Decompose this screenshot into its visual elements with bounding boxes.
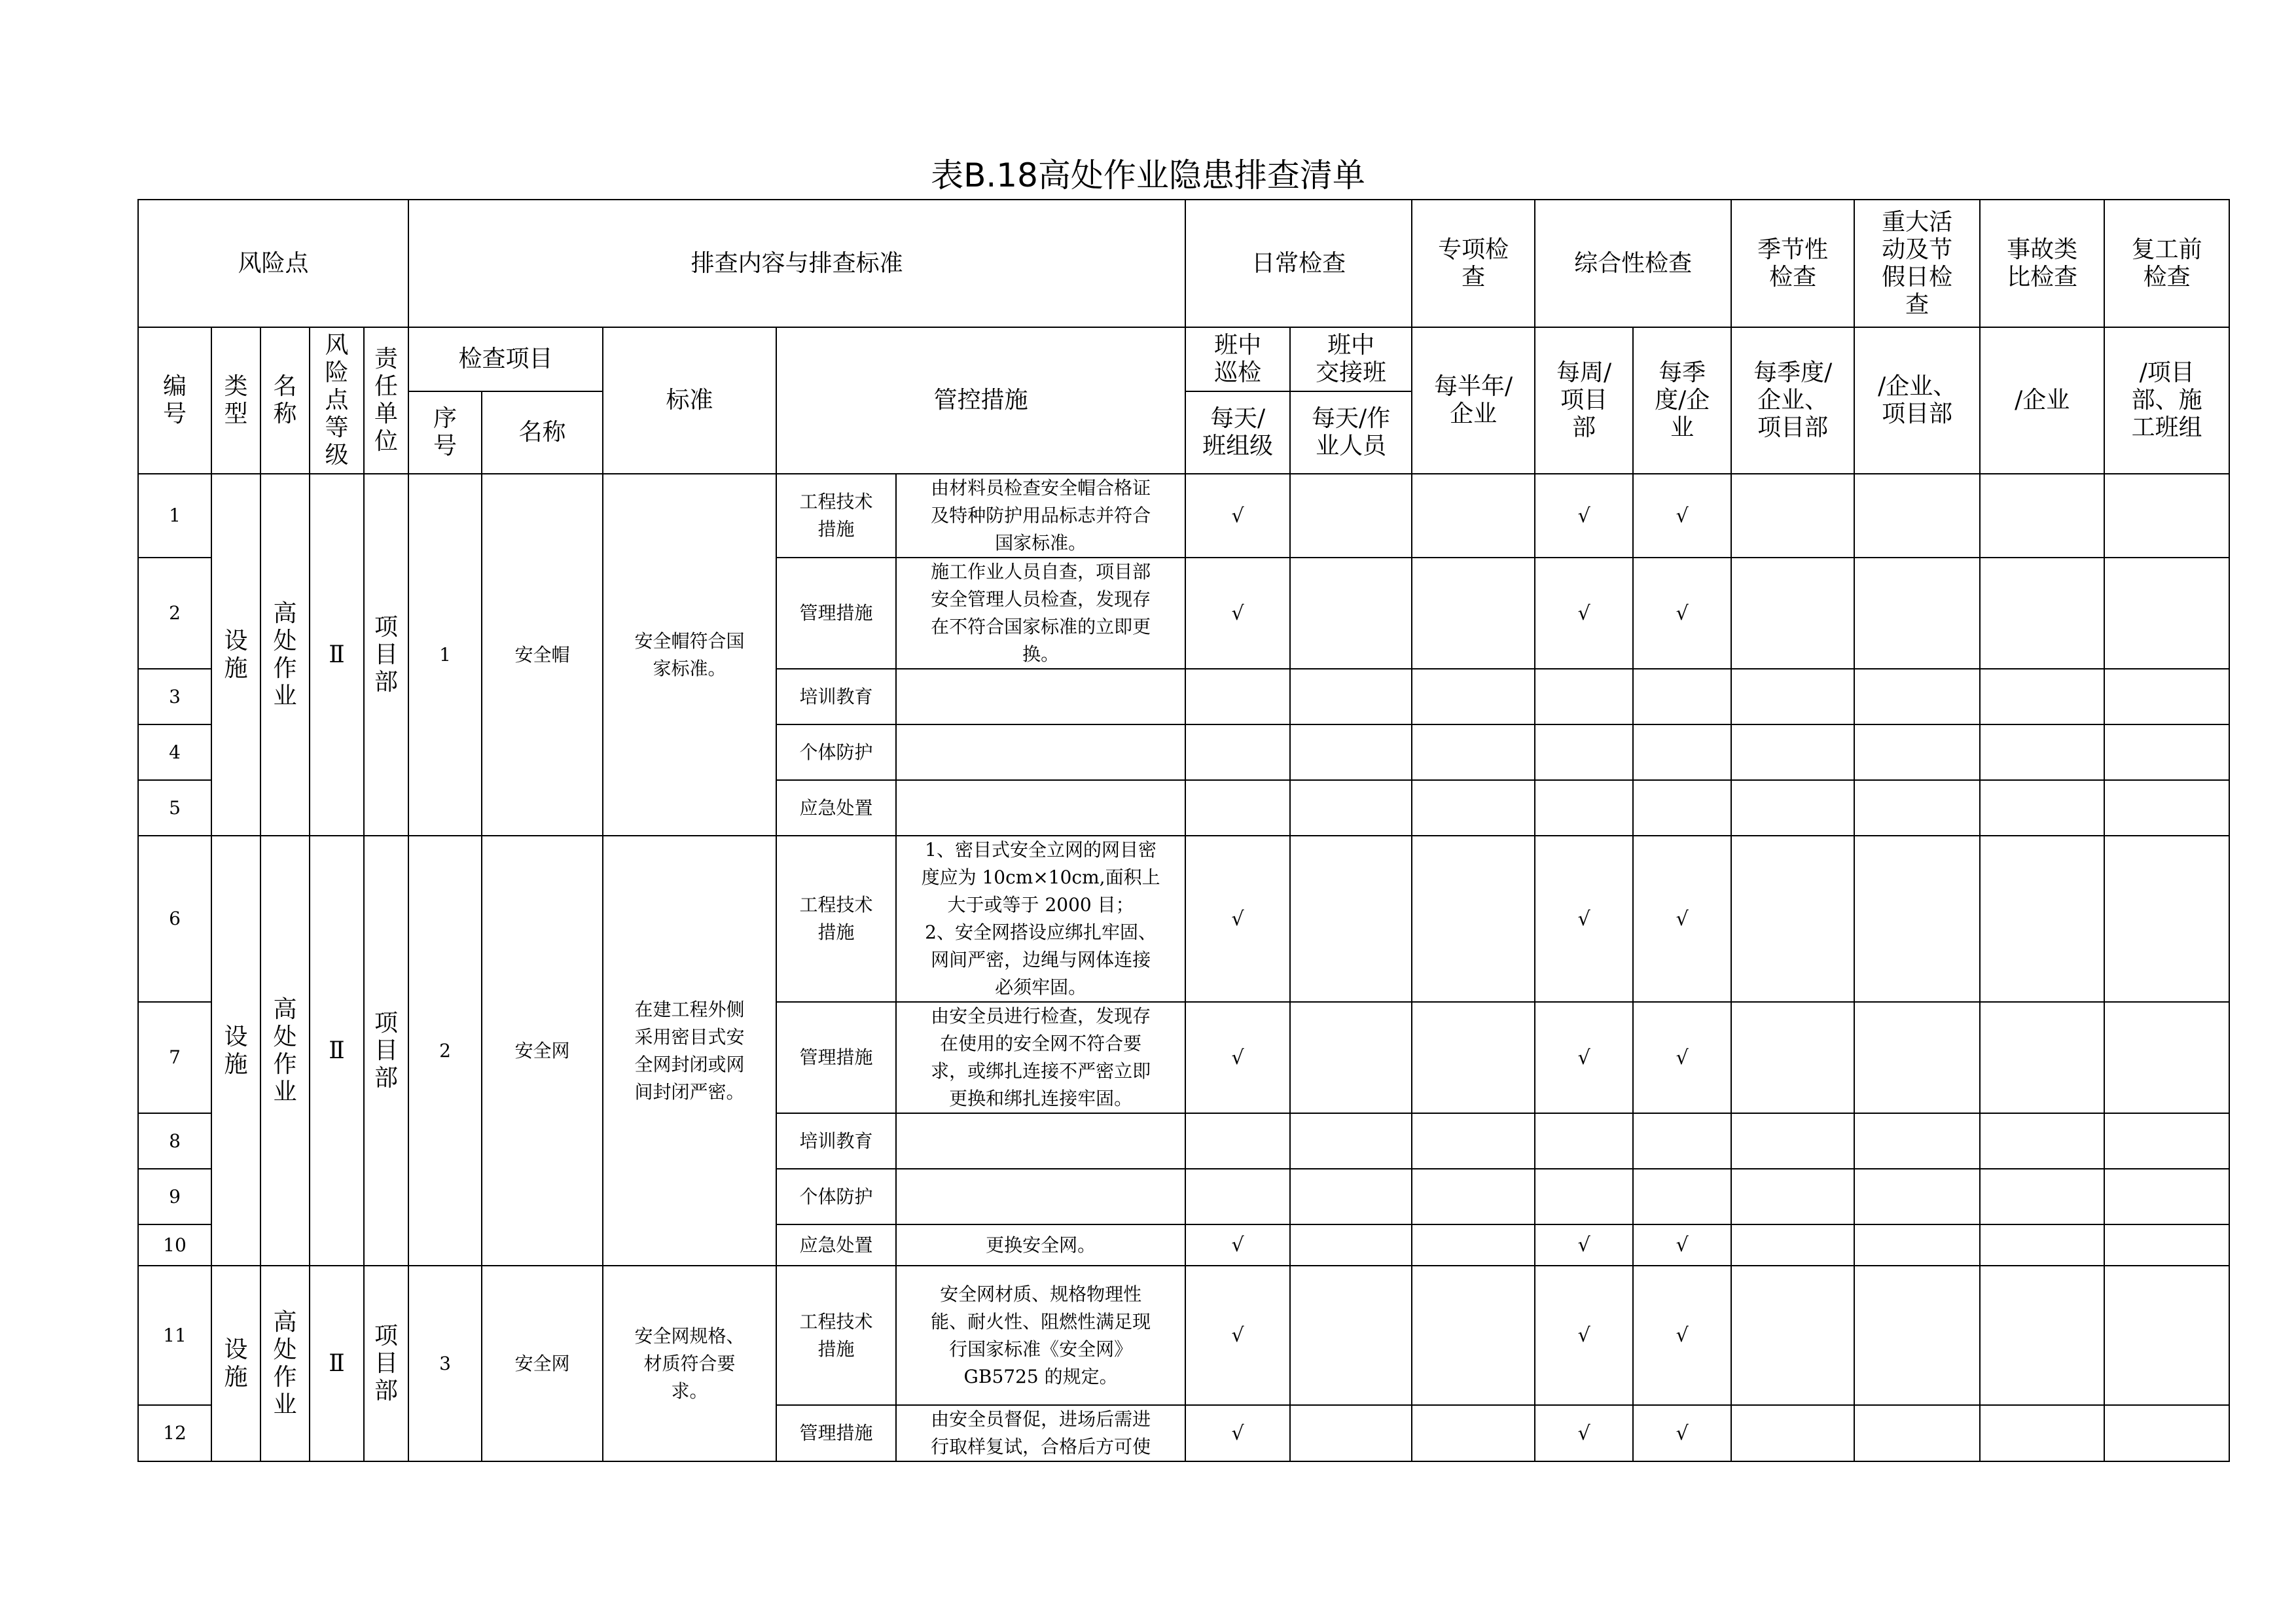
check-accident bbox=[1980, 1405, 2104, 1461]
check-holiday bbox=[1854, 1224, 1980, 1266]
check-accident bbox=[1980, 836, 2104, 1002]
check-quarterly bbox=[1633, 780, 1731, 836]
header-accident-check: 事故类 比检查 bbox=[1980, 200, 2104, 327]
check-weekly: √ bbox=[1535, 1224, 1633, 1266]
control-category: 管理措施 bbox=[776, 1405, 896, 1461]
check-shift-patrol: √ bbox=[1185, 558, 1290, 669]
check-weekly: √ bbox=[1535, 1405, 1633, 1461]
check-special bbox=[1412, 474, 1535, 558]
check-resumption bbox=[2104, 724, 2229, 780]
control-category: 应急处置 bbox=[776, 780, 896, 836]
header-control: 管控措施 bbox=[776, 327, 1185, 474]
check-shift-handover bbox=[1290, 1224, 1412, 1266]
check-shift-patrol bbox=[1185, 1113, 1290, 1169]
control-category: 工程技术 措施 bbox=[776, 1266, 896, 1405]
table-row bbox=[138, 836, 2229, 1002]
check-holiday bbox=[1854, 780, 1980, 836]
control-measure: 更换安全网。 bbox=[896, 1224, 1185, 1266]
row-number: 10 bbox=[138, 1224, 211, 1266]
freq-resumption: /项目 部、施 工班组 bbox=[2104, 327, 2229, 474]
header-comprehensive-check: 综合性检查 bbox=[1535, 200, 1731, 327]
freq-weekly: 每周/ 项目 部 bbox=[1535, 327, 1633, 474]
control-category: 个体防护 bbox=[776, 1169, 896, 1224]
check-shift-handover bbox=[1290, 1113, 1412, 1169]
check-seasonal bbox=[1731, 1113, 1854, 1169]
item-seq: 1 bbox=[408, 474, 482, 836]
header-special-check: 专项检 查 bbox=[1412, 200, 1535, 327]
check-seasonal bbox=[1731, 1002, 1854, 1113]
row-number: 3 bbox=[138, 669, 211, 724]
risk-name: 高 处 作 业 bbox=[260, 1266, 310, 1461]
control-measure: 安全网材质、规格物理性 能、耐火性、阻燃性满足现 行国家标准《安全网》 GB5725 的规定。 bbox=[896, 1266, 1185, 1405]
check-accident bbox=[1980, 1169, 2104, 1224]
freq-accident: /企业 bbox=[1980, 327, 2104, 474]
item-name: 安全帽 bbox=[482, 474, 603, 836]
check-accident bbox=[1980, 558, 2104, 669]
header-shift-handover: 班中 交接班 bbox=[1290, 327, 1412, 391]
check-shift-handover bbox=[1290, 1002, 1412, 1113]
check-special bbox=[1412, 1002, 1535, 1113]
check-special bbox=[1412, 1405, 1535, 1461]
check-shift-handover bbox=[1290, 780, 1412, 836]
control-measure bbox=[896, 669, 1185, 724]
check-special bbox=[1412, 780, 1535, 836]
control-category: 管理措施 bbox=[776, 1002, 896, 1113]
check-quarterly: √ bbox=[1633, 1266, 1731, 1405]
check-shift-handover bbox=[1290, 474, 1412, 558]
check-shift-patrol: √ bbox=[1185, 1405, 1290, 1461]
row-number: 4 bbox=[138, 724, 211, 780]
check-accident bbox=[1980, 1266, 2104, 1405]
control-category: 培训教育 bbox=[776, 669, 896, 724]
control-measure: 1、密目式安全立网的网目密 度应为 10cm×10cm,面积上 大于或等于 2000 目； 2、安全网搭设应绑扎牢固、 网间严密，边绳与网体连接 必须牢固。 bbox=[896, 836, 1185, 1002]
header-daily-check: 日常检查 bbox=[1185, 200, 1412, 327]
check-resumption bbox=[2104, 1224, 2229, 1266]
check-special bbox=[1412, 558, 1535, 669]
check-weekly bbox=[1535, 1169, 1633, 1224]
check-weekly: √ bbox=[1535, 836, 1633, 1002]
header-seasonal-check: 季节性 检查 bbox=[1731, 200, 1854, 327]
control-category: 管理措施 bbox=[776, 558, 896, 669]
check-special bbox=[1412, 1169, 1535, 1224]
check-quarterly bbox=[1633, 724, 1731, 780]
check-seasonal bbox=[1731, 1224, 1854, 1266]
risk-type: 设 施 bbox=[211, 836, 260, 1266]
control-category: 工程技术 措施 bbox=[776, 474, 896, 558]
header-resumption-check: 复工前 检查 bbox=[2104, 200, 2229, 327]
check-holiday bbox=[1854, 1002, 1980, 1113]
check-shift-patrol bbox=[1185, 669, 1290, 724]
item-standard: 安全帽符合国 家标准。 bbox=[603, 474, 776, 836]
check-seasonal bbox=[1731, 474, 1854, 558]
check-special bbox=[1412, 1266, 1535, 1405]
row-number: 1 bbox=[138, 474, 211, 558]
control-category: 个体防护 bbox=[776, 724, 896, 780]
freq-special: 每半年/ 企业 bbox=[1412, 327, 1535, 474]
check-accident bbox=[1980, 1113, 2104, 1169]
control-measure: 由安全员进行检查，发现存 在使用的安全网不符合要 求，或绑扎连接不严密立即 更换和绑扎连接牢固。 bbox=[896, 1002, 1185, 1113]
check-resumption bbox=[2104, 1169, 2229, 1224]
check-seasonal bbox=[1731, 1405, 1854, 1461]
freq-quarterly: 每季 度/企 业 bbox=[1633, 327, 1731, 474]
check-seasonal bbox=[1731, 780, 1854, 836]
responsible-unit: 项 目 部 bbox=[364, 474, 408, 836]
page-title: 表B.18高处作业隐患排查清单 bbox=[931, 156, 1365, 194]
header-check-item: 检查项目 bbox=[408, 327, 603, 391]
check-resumption bbox=[2104, 1266, 2229, 1405]
header-standard: 标准 bbox=[603, 327, 776, 474]
item-seq: 2 bbox=[408, 836, 482, 1266]
check-resumption bbox=[2104, 1002, 2229, 1113]
check-accident bbox=[1980, 780, 2104, 836]
item-seq: 3 bbox=[408, 1266, 482, 1461]
check-quarterly bbox=[1633, 669, 1731, 724]
control-measure: 由材料员检查安全帽合格证 及特种防护用品标志并符合 国家标准。 bbox=[896, 474, 1185, 558]
check-shift-handover bbox=[1290, 1169, 1412, 1224]
control-measure: 施工作业人员自查，项目部 安全管理人员检查，发现存 在不符合国家标准的立即更 换。 bbox=[896, 558, 1185, 669]
hazard-checklist-table bbox=[137, 199, 2230, 1462]
table-row bbox=[138, 1266, 2229, 1405]
check-holiday bbox=[1854, 1266, 1980, 1405]
check-quarterly: √ bbox=[1633, 836, 1731, 1002]
check-holiday bbox=[1854, 1405, 1980, 1461]
check-accident bbox=[1980, 1224, 2104, 1266]
control-category: 培训教育 bbox=[776, 1113, 896, 1169]
table-row bbox=[138, 474, 2229, 558]
check-shift-patrol: √ bbox=[1185, 1224, 1290, 1266]
check-resumption bbox=[2104, 474, 2229, 558]
control-category: 应急处置 bbox=[776, 1224, 896, 1266]
header-resp-unit: 责 任 单 位 bbox=[364, 327, 408, 474]
check-resumption bbox=[2104, 558, 2229, 669]
risk-level: Ⅱ bbox=[310, 1266, 364, 1461]
check-quarterly bbox=[1633, 1169, 1731, 1224]
header-risk-point: 风险点 bbox=[138, 200, 408, 327]
item-name: 安全网 bbox=[482, 1266, 603, 1461]
check-shift-handover bbox=[1290, 724, 1412, 780]
freq-seasonal: 每季度/ 企业、 项目部 bbox=[1731, 327, 1854, 474]
row-number: 7 bbox=[138, 1002, 211, 1113]
check-seasonal bbox=[1731, 724, 1854, 780]
risk-level: Ⅱ bbox=[310, 836, 364, 1266]
check-quarterly: √ bbox=[1633, 1224, 1731, 1266]
check-seasonal bbox=[1731, 1169, 1854, 1224]
check-shift-handover bbox=[1290, 669, 1412, 724]
check-shift-patrol bbox=[1185, 1169, 1290, 1224]
check-holiday bbox=[1854, 836, 1980, 1002]
check-holiday bbox=[1854, 1113, 1980, 1169]
control-measure bbox=[896, 1169, 1185, 1224]
check-shift-handover bbox=[1290, 1405, 1412, 1461]
header-content-standard: 排查内容与排查标准 bbox=[408, 200, 1185, 327]
check-holiday bbox=[1854, 1169, 1980, 1224]
header-risk-level: 风 险 点 等 级 bbox=[310, 327, 364, 474]
row-number: 9 bbox=[138, 1169, 211, 1224]
check-resumption bbox=[2104, 836, 2229, 1002]
freq-handover: 每天/作 业人员 bbox=[1290, 391, 1412, 474]
control-measure bbox=[896, 780, 1185, 836]
check-accident bbox=[1980, 669, 2104, 724]
check-seasonal bbox=[1731, 669, 1854, 724]
check-shift-patrol: √ bbox=[1185, 1002, 1290, 1113]
risk-name: 高 处 作 业 bbox=[260, 474, 310, 836]
row-number: 8 bbox=[138, 1113, 211, 1169]
item-standard: 在建工程外侧 采用密目式安 全网封闭或网 间封闭严密。 bbox=[603, 836, 776, 1266]
check-weekly: √ bbox=[1535, 1002, 1633, 1113]
check-shift-handover bbox=[1290, 836, 1412, 1002]
check-quarterly: √ bbox=[1633, 1002, 1731, 1113]
risk-level: Ⅱ bbox=[310, 474, 364, 836]
check-quarterly: √ bbox=[1633, 474, 1731, 558]
header-name: 名 称 bbox=[260, 327, 310, 474]
header-shift-patrol: 班中 巡检 bbox=[1185, 327, 1290, 391]
control-category: 工程技术 措施 bbox=[776, 836, 896, 1002]
check-weekly: √ bbox=[1535, 1266, 1633, 1405]
check-resumption bbox=[2104, 780, 2229, 836]
check-holiday bbox=[1854, 724, 1980, 780]
item-name: 安全网 bbox=[482, 836, 603, 1266]
check-shift-patrol: √ bbox=[1185, 474, 1290, 558]
freq-patrol: 每天/ 班组级 bbox=[1185, 391, 1290, 474]
responsible-unit: 项 目 部 bbox=[364, 1266, 408, 1461]
check-weekly bbox=[1535, 724, 1633, 780]
header-seq: 序 号 bbox=[408, 391, 482, 474]
check-weekly: √ bbox=[1535, 474, 1633, 558]
check-accident bbox=[1980, 1002, 2104, 1113]
check-seasonal bbox=[1731, 836, 1854, 1002]
check-accident bbox=[1980, 724, 2104, 780]
check-quarterly bbox=[1633, 1113, 1731, 1169]
check-resumption bbox=[2104, 1405, 2229, 1461]
check-shift-handover bbox=[1290, 558, 1412, 669]
row-number: 6 bbox=[138, 836, 211, 1002]
check-special bbox=[1412, 724, 1535, 780]
risk-type: 设 施 bbox=[211, 474, 260, 836]
check-quarterly: √ bbox=[1633, 1405, 1731, 1461]
check-holiday bbox=[1854, 474, 1980, 558]
check-weekly: √ bbox=[1535, 558, 1633, 669]
item-standard: 安全网规格、 材质符合要 求。 bbox=[603, 1266, 776, 1461]
check-resumption bbox=[2104, 1113, 2229, 1169]
row-number: 5 bbox=[138, 780, 211, 836]
check-weekly bbox=[1535, 780, 1633, 836]
header-holiday-check: 重大活 动及节 假日检 查 bbox=[1854, 200, 1980, 327]
check-shift-handover bbox=[1290, 1266, 1412, 1405]
check-holiday bbox=[1854, 558, 1980, 669]
control-measure bbox=[896, 724, 1185, 780]
row-number: 2 bbox=[138, 558, 211, 669]
check-quarterly: √ bbox=[1633, 558, 1731, 669]
check-special bbox=[1412, 836, 1535, 1002]
row-number: 12 bbox=[138, 1405, 211, 1461]
check-seasonal bbox=[1731, 1266, 1854, 1405]
control-measure: 由安全员督促，进场后需进 行取样复试，合格后方可使 bbox=[896, 1405, 1185, 1461]
check-special bbox=[1412, 669, 1535, 724]
check-shift-patrol: √ bbox=[1185, 836, 1290, 1002]
header-item-name: 名称 bbox=[482, 391, 603, 474]
check-weekly bbox=[1535, 1113, 1633, 1169]
freq-holiday: /企业、 项目部 bbox=[1854, 327, 1980, 474]
header-type: 类 型 bbox=[211, 327, 260, 474]
check-resumption bbox=[2104, 669, 2229, 724]
check-shift-patrol bbox=[1185, 724, 1290, 780]
risk-name: 高 处 作 业 bbox=[260, 836, 310, 1266]
check-seasonal bbox=[1731, 558, 1854, 669]
check-shift-patrol: √ bbox=[1185, 1266, 1290, 1405]
control-measure bbox=[896, 1113, 1185, 1169]
check-special bbox=[1412, 1224, 1535, 1266]
risk-type: 设 施 bbox=[211, 1266, 260, 1461]
header-no: 编 号 bbox=[138, 327, 211, 474]
check-holiday bbox=[1854, 669, 1980, 724]
check-weekly bbox=[1535, 669, 1633, 724]
check-special bbox=[1412, 1113, 1535, 1169]
check-shift-patrol bbox=[1185, 780, 1290, 836]
row-number: 11 bbox=[138, 1266, 211, 1405]
responsible-unit: 项 目 部 bbox=[364, 836, 408, 1266]
check-accident bbox=[1980, 474, 2104, 558]
